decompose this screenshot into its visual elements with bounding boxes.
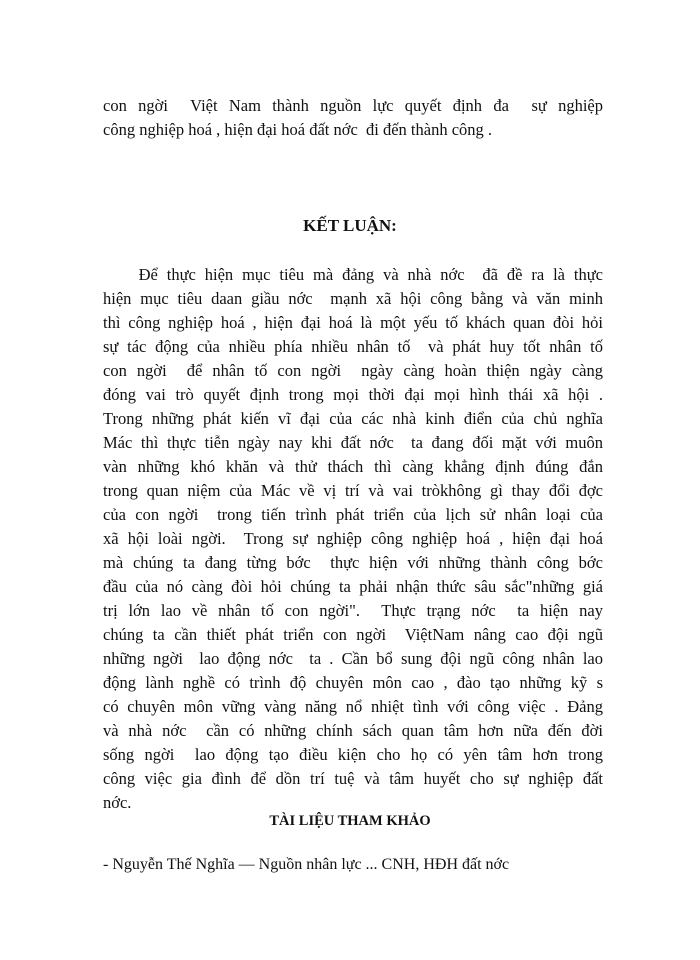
paragraph-line: có chuyên môn vững vàng năng nổ nhiệt tình với công việc . Đảng	[103, 697, 603, 716]
paragraph-line: vàn những khó khăn và thử thách thì càng khẳng định đúng đắn	[103, 457, 603, 476]
paragraph-line: đầu của nó càng đòi hỏi chúng ta phải nhận thức sâu sắc"những giá	[103, 577, 603, 596]
paragraph-line: thì công nghiệp hoá , hiện đại hoá là một yếu tố khách quan đòi hỏi	[103, 313, 603, 332]
paragraph-line: sự tác động của nhiều phía nhiều nhân tố và phát huy tốt nhân tố	[103, 337, 603, 356]
paragraph-line: trị lớn lao về nhân tố con ngời". Thực trạng nớc ta hiện nay	[103, 601, 603, 620]
paragraph-line: những ngời lao động nớc ta . Cần bổ sung đội ngũ công nhân lao	[103, 649, 603, 668]
intro-line: con ngời Việt Nam thành nguồn lực quyết định đa sự nghiệp	[103, 96, 603, 115]
paragraph-line: và nhà nớc cần có những chính sách quan tâm hơn nữa đến đời	[103, 721, 603, 740]
paragraph-line: đóng vai trò quyết định trong mọi thời đại mọi hình thái xã hội .	[103, 385, 603, 404]
paragraph-line: con ngời để nhân tố con ngời ngày càng hoàn thiện ngày càng	[103, 361, 603, 380]
conclusion-heading: KẾT LUẬN:	[303, 216, 397, 235]
paragraph-line: chúng ta cần thiết phát triển con ngời ViệtNam nâng cao đội ngũ	[103, 625, 603, 644]
paragraph-line: của con ngời trong tiến trình phát triển của lịch sử nhân loại của	[103, 505, 603, 524]
paragraph-line: Để thực hiện mục tiêu mà đảng và nhà nớc đã đề ra là thực	[103, 265, 603, 284]
paragraph-line: sống ngời lao động tạo điều kiện cho họ có yên tâm hơn trong	[103, 745, 603, 764]
intro-line: công nghiệp hoá , hiện đại hoá đất nớc đi đến thành công .	[103, 120, 493, 139]
reference-item: - Nguyễn Thế Nghĩa — Nguồn nhân lực ... CNH, HĐH đất nớc	[103, 856, 510, 873]
references-heading: TÀI LIỆU THAM KHẢO	[269, 813, 431, 829]
paragraph-line: nớc.	[103, 793, 132, 812]
paragraph-line: trong quan niệm của Mác về vị trí và vai tròkhông gì thay đổi đợc	[103, 481, 603, 500]
paragraph-line: Trong những phát kiến vĩ đại của các nhà kinh điển của chủ nghĩa	[103, 409, 603, 428]
paragraph-line: công việc gia đình để dồn trí tuệ và tâm huyết cho sự nghiệp đất	[103, 769, 603, 788]
paragraph-line: xã hội loài ngời. Trong sự nghiệp công nghiệp hoá , hiện đại hoá	[103, 529, 603, 548]
paragraph-line: Mác thì thực tiễn ngày nay khi đất nớc ta đang đối mặt với muôn	[103, 433, 603, 452]
paragraph-line: động lành nghề có trình độ chuyên môn cao , đào tạo những kỹ s	[103, 673, 603, 692]
paragraph-line: hiện mục tiêu daan giầu nớc mạnh xã hội công bằng và văn minh	[103, 289, 603, 308]
paragraph-line: mà chúng ta đang từng bớc thực hiện với những thành công bớc	[103, 553, 603, 572]
